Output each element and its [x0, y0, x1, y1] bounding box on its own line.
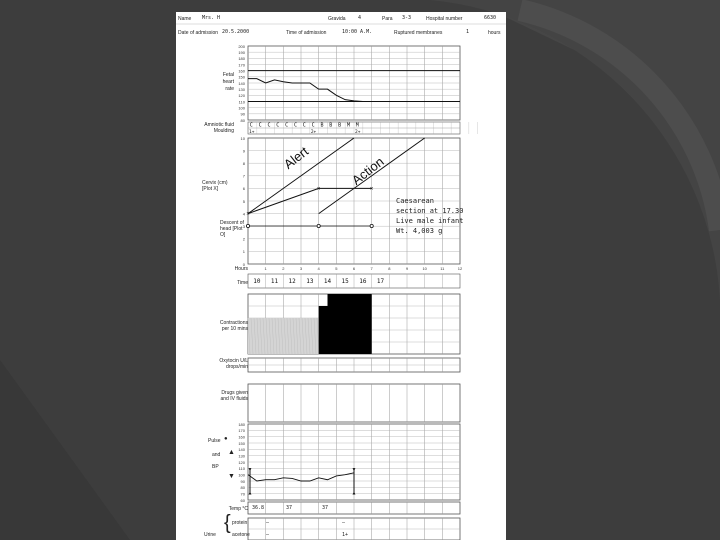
- amniotic-fluid-value: C: [258, 122, 262, 129]
- amniotic-fluid-value: M: [346, 122, 350, 129]
- fetal-heart-trace: [248, 79, 363, 102]
- temp-value-3: 37: [322, 505, 329, 511]
- hour-tick: 9: [405, 266, 409, 271]
- pulse-scale-tick: 140: [238, 447, 245, 453]
- moulding-value: 2+: [355, 130, 361, 135]
- hour-tick: 5: [335, 266, 338, 271]
- pulse-scale-tick: 80: [240, 485, 245, 491]
- hour-tick: 6: [352, 266, 356, 271]
- hour-tick: 3: [299, 266, 303, 271]
- drugs-label-1: Drugs given: [221, 390, 248, 396]
- fetal-heart-scale-tick: 90: [240, 111, 245, 117]
- hour-tick: 12: [457, 266, 463, 271]
- pulse-scale-tick: 100: [238, 472, 245, 478]
- fetal-heart-scale-tick: 190: [238, 49, 245, 55]
- membranes-value: 1: [466, 29, 470, 35]
- gravida-label: Gravida: [328, 16, 346, 22]
- urine-value-1: —: [266, 520, 270, 526]
- admission-date-label: Date of admission: [178, 30, 219, 36]
- cervix-scale-tick: 6: [242, 186, 245, 192]
- name-value: Mrs. H: [202, 15, 221, 21]
- time-row-label: Time: [237, 280, 248, 286]
- name-label: Name: [178, 16, 192, 22]
- admission-date-value: 20.5.2000: [222, 29, 250, 35]
- pulse-scale-tick: 110: [238, 466, 245, 472]
- hour-tick: 7: [370, 266, 373, 271]
- time-value: 17: [376, 278, 385, 285]
- amniotic-fluid-value: C: [249, 122, 253, 129]
- fetal-heart-label-1: Fetal: [222, 72, 234, 78]
- amniotic-fluid-value: B: [329, 122, 333, 129]
- amniotic-fluid-value: B: [320, 122, 324, 129]
- amniotic-fluid-value: C: [285, 122, 289, 129]
- cervix-x-mark: ×: [246, 211, 250, 218]
- cervix-scale-tick: 1: [242, 249, 245, 255]
- cervix-scale-tick: 8: [242, 161, 245, 166]
- cervix-scale-tick: 10: [240, 135, 245, 141]
- hospital-number-value: 6630: [484, 15, 497, 21]
- bp-label: BP: [212, 464, 219, 470]
- hour-tick: 10: [422, 266, 427, 271]
- amniotic-fluid-value: C: [311, 122, 315, 129]
- pulse-scale-tick: 60: [240, 497, 245, 503]
- action-line-label: Action: [348, 153, 387, 188]
- pulse-scale-tick: 160: [238, 434, 245, 440]
- hour-tick: 2: [282, 266, 285, 271]
- bp-down-arrow-icon: ▼: [228, 473, 235, 480]
- oxytocin-label-1: Oxytocin U/L: [219, 358, 248, 364]
- time-value: 14: [323, 278, 332, 285]
- time-suffix: hours: [488, 30, 501, 36]
- time-value: 13: [306, 278, 314, 285]
- fetal-heart-scale-tick: 130: [238, 86, 245, 92]
- para-value: 3-3: [402, 15, 412, 21]
- delivery-note-3: Live male infant: [396, 217, 464, 225]
- moulding-label: Moulding: [213, 128, 234, 134]
- time-value: 15: [341, 278, 349, 285]
- alert-line-label: Alert: [280, 143, 312, 172]
- amniotic-fluid-value: C: [293, 122, 297, 129]
- amniotic-fluid-value: C: [276, 122, 280, 129]
- cervix-scale-tick: 4: [242, 211, 245, 217]
- pulse-scale-tick: 70: [240, 491, 245, 497]
- admission-time-label: Time of admission: [286, 30, 327, 36]
- delivery-note-4: Wt. 4,003 g: [396, 227, 443, 235]
- fetal-heart-label-2: heart: [222, 79, 234, 85]
- cervix-scale-tick: 5: [242, 198, 245, 204]
- fetal-heart-scale-tick: 140: [238, 80, 245, 86]
- contractions-label-1: Contractions: [219, 320, 248, 326]
- hour-tick: 1: [264, 266, 267, 271]
- bp-diastolic-mark: ▲: [247, 490, 253, 497]
- amniotic-fluid-value: C: [267, 122, 271, 129]
- delivery-note-1: Caesarean: [396, 197, 434, 205]
- pulse-scale-tick: 180: [238, 421, 245, 427]
- urine-protein-label: protein: [232, 520, 248, 526]
- amniotic-fluid-label: Amniotic fluid: [204, 122, 234, 128]
- fetal-heart-scale-tick: 150: [238, 74, 245, 80]
- fetal-heart-scale-tick: 120: [238, 93, 245, 99]
- descent-o-mark: [370, 224, 373, 227]
- cervix-scale-tick: 7: [242, 173, 245, 179]
- time-value: 12: [288, 278, 296, 285]
- fetal-heart-scale-tick: 180: [238, 56, 245, 62]
- fetal-heart-scale-tick: 80: [240, 117, 245, 123]
- bp-up-arrow-icon: ▲: [228, 449, 235, 456]
- pulse-label: Pulse: [208, 438, 221, 444]
- amniotic-fluid-value: B: [338, 122, 342, 129]
- pulse-scale-tick: 90: [240, 478, 245, 484]
- hour-tick: 11: [440, 266, 445, 271]
- time-value: 10: [253, 278, 261, 285]
- cervix-x-mark: ×: [369, 186, 374, 193]
- amniotic-fluid-value: C: [302, 122, 306, 129]
- descent-label: Descent of head [Plot O]: [220, 220, 244, 238]
- time-value: 11: [270, 278, 279, 285]
- hospital-number-label: Hospital number: [426, 16, 463, 22]
- and-label: and: [212, 452, 221, 458]
- moulding-value: 1+: [249, 130, 255, 135]
- para-label: Para: [382, 16, 393, 22]
- membranes-label: Ruptured membranes: [394, 30, 443, 36]
- urine-value-2: —: [266, 532, 270, 538]
- descent-o-mark: [317, 224, 320, 227]
- hours-label: Hours: [234, 266, 248, 272]
- pulse-scale-tick: 150: [238, 440, 245, 446]
- urine-value-4: 1+: [342, 532, 349, 538]
- contractions-solid-bar: [319, 306, 328, 354]
- pulse-dot-icon: ●: [224, 436, 228, 442]
- cervix-scale-tick: 9: [242, 148, 245, 154]
- pulse-scale-tick: 130: [238, 453, 245, 459]
- fetal-heart-scale-tick: 160: [238, 68, 245, 74]
- delivery-note-2: section at 17.30: [396, 207, 464, 215]
- oxytocin-label-2: drops/min: [226, 364, 248, 370]
- amniotic-fluid-value: M: [355, 122, 359, 129]
- cervix-scale-tick: 3: [242, 224, 245, 229]
- cervix-scale-tick: 0: [242, 261, 245, 267]
- pulse-scale-tick: 120: [238, 459, 245, 465]
- fetal-heart-scale-tick: 100: [238, 105, 245, 111]
- cervix-x-mark: ×: [316, 186, 321, 193]
- bp-diastolic-mark: ▲: [351, 490, 357, 497]
- fetal-heart-scale-tick: 170: [238, 62, 245, 68]
- hour-tick: 8: [388, 266, 391, 271]
- time-value: 16: [359, 278, 367, 285]
- bp-systolic-mark: ▼: [351, 466, 357, 473]
- contractions-solid-bar: [328, 294, 372, 354]
- fetal-heart-scale-tick: 200: [238, 43, 245, 49]
- cervix-label: Cervix (cm) [Plot X]: [202, 180, 228, 192]
- cervix-scale-tick: 2: [242, 236, 245, 242]
- temp-value-2: 37: [286, 505, 293, 511]
- pulse-scale-tick: 170: [238, 428, 245, 434]
- urine-label: Urine: [204, 532, 216, 538]
- urine-acetone-label: acetone: [232, 532, 250, 538]
- drugs-label-2: and IV fluids: [220, 396, 248, 402]
- fetal-heart-scale-tick: 110: [238, 99, 245, 105]
- temp-label: Temp °C: [228, 506, 248, 512]
- bp-systolic-mark: ▼: [247, 466, 253, 473]
- admission-time-value: 10:00 A.M.: [342, 29, 373, 35]
- contractions-label-2: per 10 mins: [221, 326, 248, 332]
- urine-brace-icon: {: [224, 512, 231, 534]
- gravida-value: 4: [358, 15, 362, 21]
- partograph-sheet: [176, 12, 506, 540]
- hour-tick: 4: [317, 266, 320, 271]
- urine-value-3: —: [342, 520, 346, 526]
- moulding-value: 2+: [310, 130, 317, 135]
- fetal-heart-label-3: rate: [225, 86, 234, 92]
- temp-value-1: 36.8: [252, 505, 265, 511]
